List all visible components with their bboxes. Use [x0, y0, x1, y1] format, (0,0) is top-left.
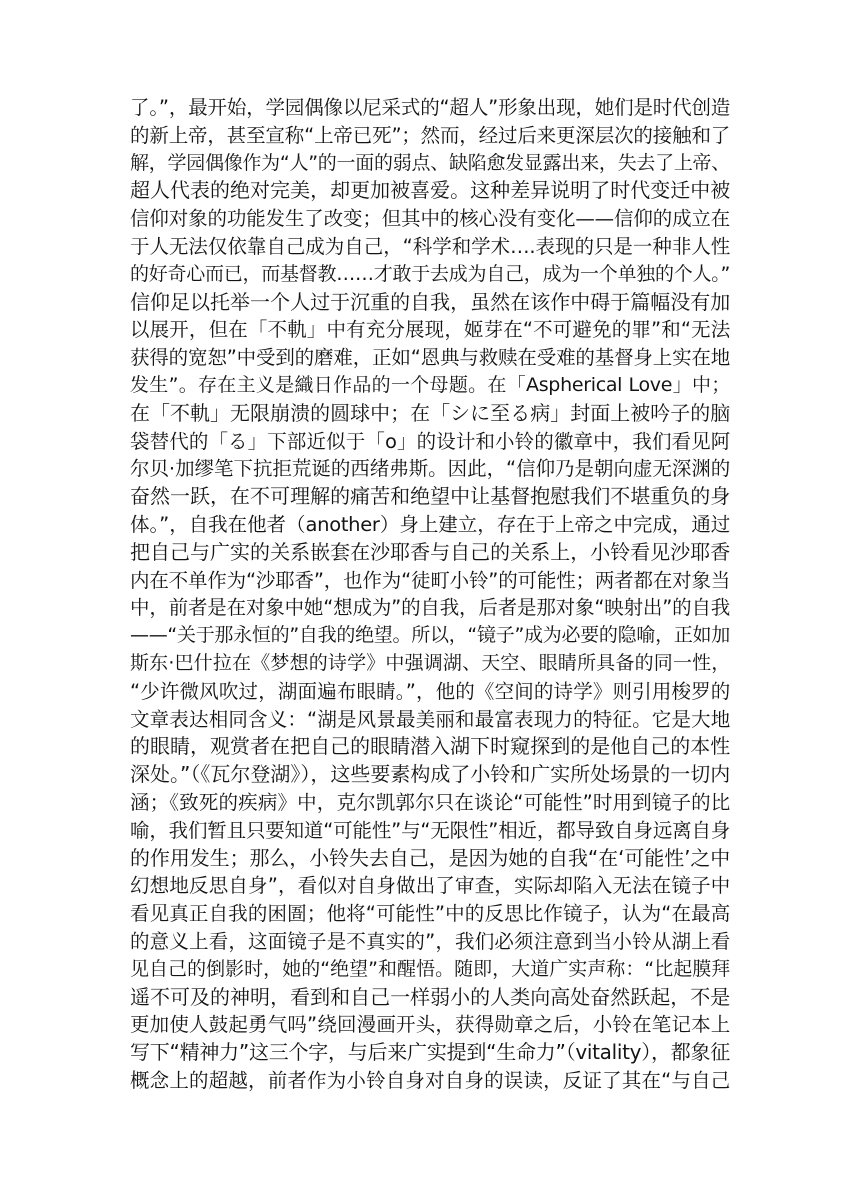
text-line: 超人代表的绝对完美，却更加被喜爱。这种差异说明了时代变迁中被	[130, 178, 730, 203]
text-line: 内在不单作为“沙耶香”，也作为“徒町小铃”的可能性；两者都在对象当	[130, 568, 730, 592]
text-line: 幻想地反思自身”，看似对自身做出了审查，实际却陷入无法在镜子中	[130, 874, 730, 898]
text-line: 信仰足以托举一个人过于沉重的自我，虽然在该作中碍于篇幅没有加	[130, 289, 730, 314]
text-line: 发生”。存在主义是織日作品的一个母题。在「Aspherical Love」中；	[130, 373, 730, 396]
text-line: 更加使人鼓起勇气吗”绕回漫画开头，获得勋章之后，小铃在笔记本上	[130, 1013, 730, 1037]
text-line: 奋然一跃，在不可理解的痛苦和绝望中让基督抱慰我们不堪重负的身	[130, 484, 730, 509]
text-line: 概念上的超越，前者作为小铃自身对自身的误读，反证了其在“与自己	[130, 1068, 730, 1092]
text-line: 写下“精神力”这三个字，与后来广实提到“生命力”（vitality），都象征	[130, 1040, 730, 1065]
text-line: 的作用发生；那么，小铃失去自己，是因为她的自我“在‘可能性’之中	[130, 845, 730, 870]
text-line: 的意义上看，这面镜子是不真实的”，我们必须注意到当小铃从湖上看	[130, 929, 730, 953]
text-line: 中，前者是在对象中她“想成为”的自我，后者是那对象“映射出”的自我	[130, 596, 730, 620]
text-line: 见自己的倒影时，她的“绝望”和醒悟。随即，大道广实声称：“比起膜拜	[130, 957, 730, 980]
text-line: 信仰对象的功能发生了改变；但其中的核心没有变化——信仰的成立在	[130, 207, 730, 231]
text-line: 以展开，但在「不軌」中有充分展现，姬芽在“不可避免的罪”和“无法	[130, 318, 730, 342]
text-line: 的眼睛，观赏者在把自己的眼睛潜入湖下时窥探到的是他自己的本性	[130, 734, 730, 759]
text-line: 深处。”（《瓦尔登湖》），这些要素构成了小铃和广实所处场景的一切内	[130, 762, 730, 787]
text-line: 喻，我们暂且只要知道“可能性”与“无限性”相近，都导致自身远离自身	[130, 818, 730, 842]
text-line: 涵；《致死的疾病》中，克尔凯郭尔只在谈论“可能性”时用到镜子的比	[130, 790, 730, 814]
text-line: 把自己与广实的关系嵌套在沙耶香与自己的关系上，小铃看见沙耶香	[130, 539, 730, 564]
text-line: 了。”，最开始，学园偶像以尼采式的“超人”形象出现，她们是时代创造	[130, 96, 730, 119]
text-line: 遥不可及的神明，看到和自己一样弱小的人类向高处奋然跃起，不是	[130, 984, 730, 1009]
text-line: “少许微风吹过，湖面遍布眼睛。”，他的《空间的诗学》则引用梭罗的	[130, 679, 730, 703]
text-line: 的好奇心而已，而基督教……才敢于去成为自己，成为一个单独的个人。”	[130, 262, 730, 285]
text-line: 体。”，自我在他者（another）身上建立，存在于上帝之中完成，通过	[130, 512, 730, 536]
body-text	[130, 94, 730, 1095]
text-line: 尔贝·加缪笔下抗拒荒诞的西绪弗斯。因此，“信仰乃是朝向虚无深渊的	[130, 457, 730, 481]
text-line: 文章表达相同含义：“湖是风景最美丽和最富表现力的特征。它是大地	[130, 707, 730, 731]
text-line: ——“关于那永恒的”自我的绝望。所以，“镜子”成为必要的隐喻，正如加	[130, 624, 730, 647]
text-line: 于人无法仅依靠自己成为自己，“科学和学术….表现的只是一种非人性	[130, 234, 730, 258]
text-line: 斯东·巴什拉在《梦想的诗学》中强调湖、天空、眼睛所具备的同一性，	[130, 651, 730, 674]
text-line: 看见真正自我的困圄；他将“可能性”中的反思比作镜子，认为“在最高	[130, 902, 730, 926]
text-line: 袋替代的「る」下部近似于「o」的设计和小铃的徽章中，我们看见阿	[130, 429, 730, 453]
text-line: 的新上帝，甚至宣称“上帝已死”；然而，经过后来更深层次的接触和了	[130, 123, 730, 147]
text-line: 解，学园偶像作为“人”的一面的弱点、缺陷愈发显露出来，失去了上帝、	[130, 151, 730, 174]
text-line: 在「不軌」无限崩溃的圆球中；在「シに至る病」封面上被吟子的脑	[130, 400, 730, 425]
text-line: 获得的宽恕”中受到的磨难，正如“恩典与救赎在受难的基督身上实在地	[130, 346, 730, 370]
